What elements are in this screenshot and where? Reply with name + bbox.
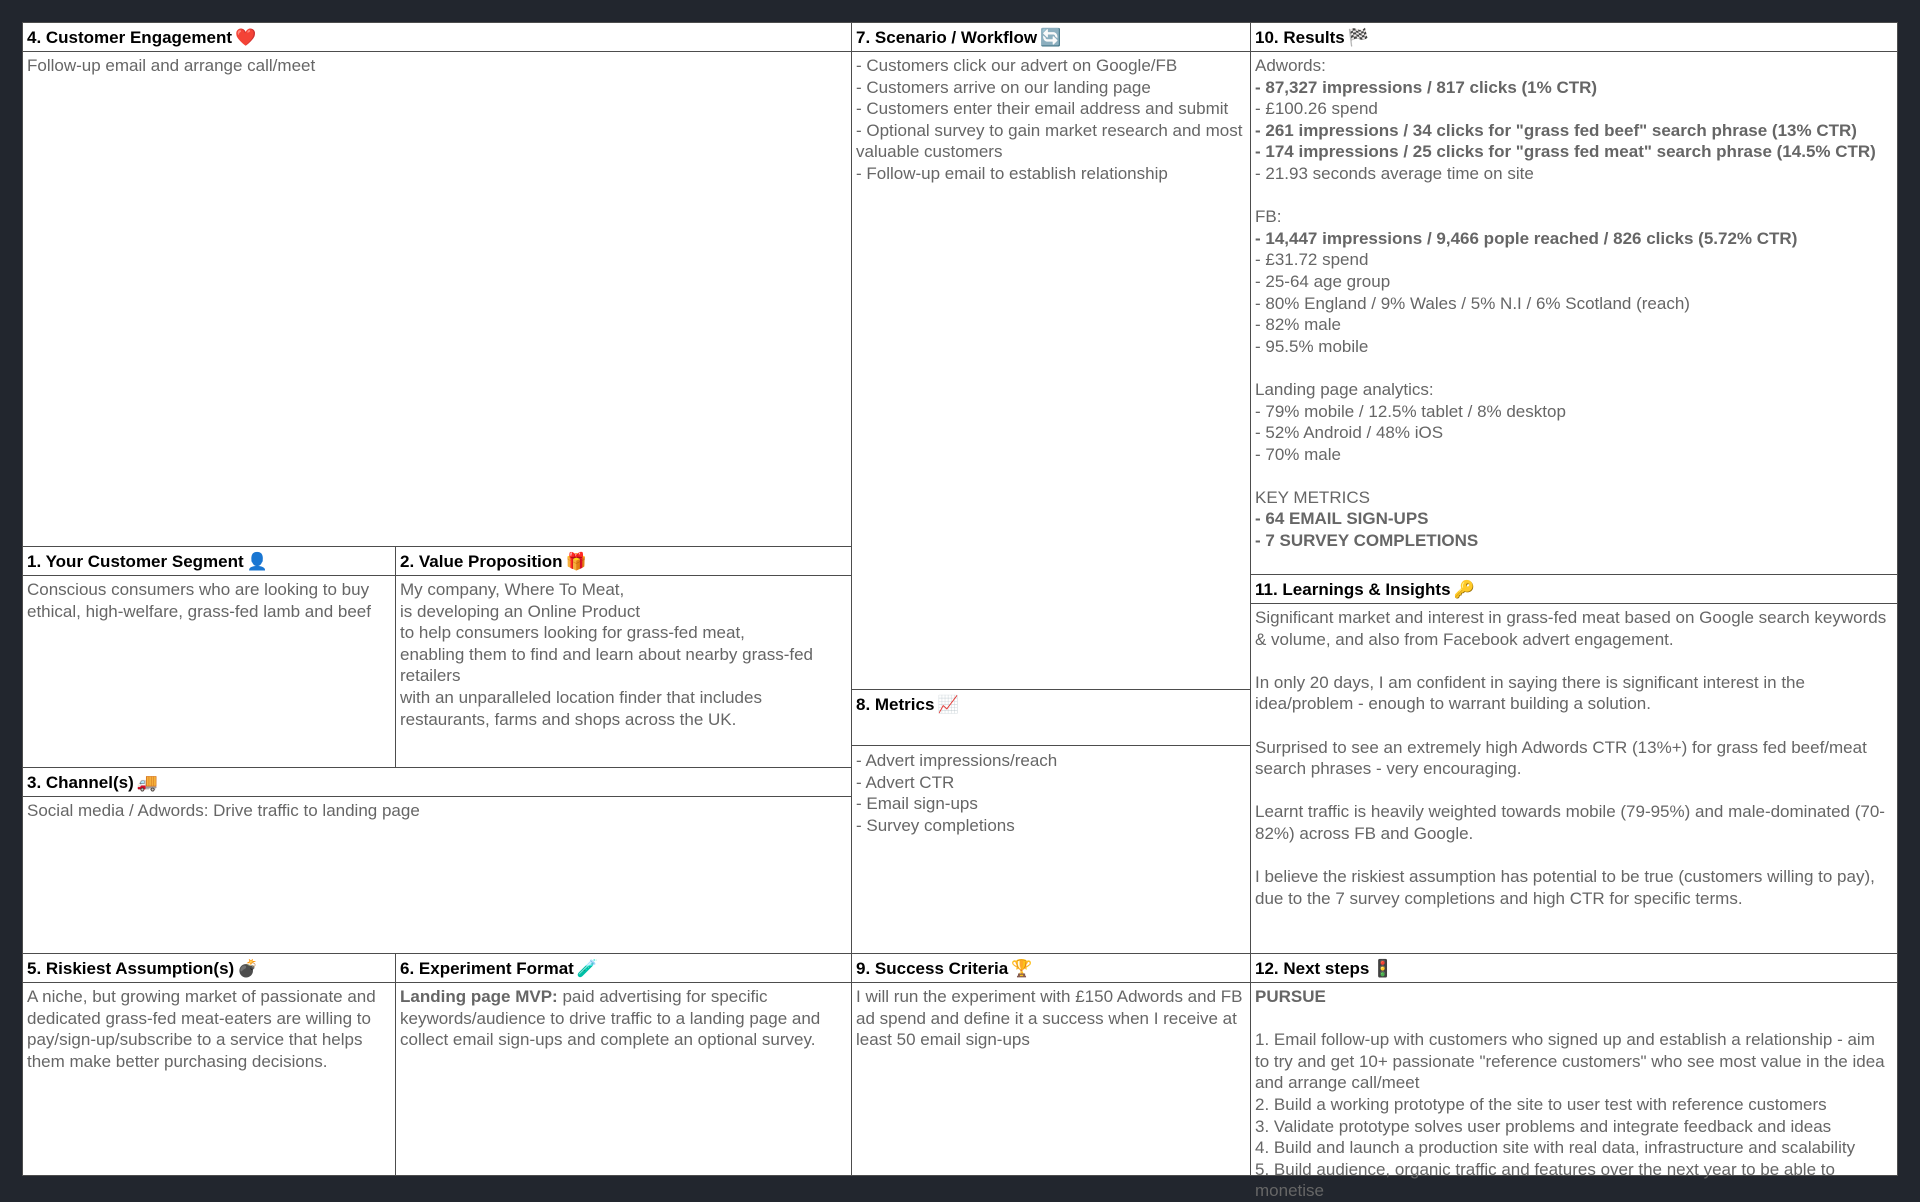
result-line: - 52% Android / 48% iOS [1255,423,1444,443]
cell-body [856,55,1246,185]
cell-body [400,986,847,1051]
spacer [1255,1008,1893,1030]
gift-icon: 🎁 [565,552,587,571]
cell-header [852,23,1250,52]
cell-value-proposition[interactable] [395,546,852,768]
result-line: - 79% mobile / 12.5% tablet / 8% desktop [1255,401,1566,421]
cell-title: 10. Results [1255,28,1345,47]
insight-paragraph: Significant market and interest in grass-fed meat based on Google search keywords & volume, and also from Facebook advert engagement. [1255,608,1891,649]
cell-title: 6. Experiment Format [400,959,574,978]
success-text: I will run the experiment with £150 Adwords and FB ad spend and define it a success when I receive at least 50 email sign-ups [856,987,1248,1050]
channels-text: Social media / Adwords: Drive traffic to landing page [27,801,420,820]
fb-heading: FB: [1255,207,1282,227]
experiment-lead: Landing page MVP: [400,987,558,1006]
customer-segment-text: Conscious consumers who are looking to buy ethical, high-welfare, grass-fed lamb and beef [27,580,374,621]
list-item: 4. Build and launch a production site with real data, infrastructure and scalability [1255,1138,1856,1158]
cell-title: 5. Riskiest Assumption(s) [27,959,235,978]
list-item: - Email sign-ups [856,794,978,814]
riskiest-text: A niche, but growing market of passionate and dedicated grass-fed meat-eaters are willing to pay/sign-up/subscribe to a service that helps them make better purchasing decisions. [27,987,381,1071]
result-line: - 87,327 impressions / 817 clicks (1% CTR) [1255,77,1598,97]
cell-title: 1. Your Customer Segment [27,552,244,571]
insight-paragraph: Learnt traffic is heavily weighted towards mobile (79-95%) and male-dominated (70-82%) across FB and Google. [1255,802,1885,843]
result-line: - £31.72 spend [1255,250,1369,270]
cell-header [23,547,395,576]
insight-paragraph: I believe the riskiest assumption has potential to be true (customers willing to pay), due to the 7 survey completions and high CTR for specific terms. [1255,867,1880,908]
cell-header [396,547,851,576]
cell-body [1255,986,1893,1202]
cycle-arrows-icon: 🔄 [1040,28,1062,47]
cell-header [23,768,851,797]
value-line: My company, Where To Meat, [400,580,625,599]
spacer [1255,650,1893,672]
cell-header [396,954,851,983]
list-item: 5. Build audience, organic traffic and features over the next year to be able to monetise [1255,1159,1840,1201]
spacer [1255,357,1893,379]
experiment-board [22,22,1898,1201]
cell-title: 7. Scenario / Workflow [856,28,1038,47]
cell-header [852,690,1250,746]
value-line: is developing an Online Product [400,601,641,621]
cell-body [856,986,1246,1051]
customer-engagement-text: Follow-up email and arrange call/meet [27,56,316,75]
result-line: - 21.93 seconds average time on site [1255,163,1534,183]
cell-body [856,750,1246,836]
cell-title: 8. Metrics [856,695,935,714]
value-line: enabling them to find and learn about nearby grass-fed retailers [400,644,818,686]
cell-title: 9. Success Criteria [856,959,1009,978]
list-item: - Follow-up email to establish relationship [856,163,1168,183]
experiment-text [400,986,847,1051]
list-item: - Customers enter their email address and submit [856,99,1229,119]
result-line: - £100.26 spend [1255,99,1378,119]
cell-customer-engagement[interactable] [22,22,852,547]
cell-title: 12. Next steps [1255,959,1370,978]
delivery-truck-icon: 🚚 [136,773,158,792]
result-line: - 261 impressions / 34 clicks for "grass fed beef" search phrase (13% CTR) [1255,120,1857,140]
verdict: PURSUE [1255,987,1326,1006]
list-item: - Advert CTR [856,772,955,792]
cell-header [1251,23,1897,52]
spacer [1255,780,1893,802]
value-line: with an unparalleled location finder that includes restaurants, farms and shops across the UK. [400,687,767,729]
cell-header [1251,954,1897,983]
cell-body [27,800,847,822]
heart-icon: ❤️ [235,28,257,47]
spacer [1255,845,1893,867]
cell-next-steps[interactable] [1250,953,1898,1201]
test-tube-icon: 🧪 [576,959,598,978]
list-item: 2. Build a working prototype of the site to user test with reference customers [1255,1094,1827,1114]
cell-success-criteria[interactable] [851,953,1251,1176]
cell-body [400,579,847,730]
experiment-description: paid advertising for specific keywords/audience to drive traffic to a landing page and collect email sign-ups and complete an optional survey. [400,987,825,1050]
cell-body [1255,55,1893,552]
result-line: - 14,447 impressions / 9,466 pople reached / 826 clicks (5.72% CTR) [1255,228,1798,248]
result-line: - 82% male [1255,315,1341,335]
cell-results[interactable] [1250,22,1898,575]
list-item: - Customers arrive on our landing page [856,77,1151,97]
list-item: - Survey completions [856,815,1015,835]
spacer [1255,715,1893,737]
spacer [1255,185,1893,207]
result-line: - 95.5% mobile [1255,336,1369,356]
bomb-icon: 💣 [237,959,259,978]
result-line: - 70% male [1255,444,1341,464]
list-item: 1. Email follow-up with customers who signed up and establish a relationship - aim to try and get 10+ passionate "reference customers" who see most value in the idea and arrange call/meet [1255,1030,1890,1093]
cell-body [27,55,847,77]
adwords-heading: Adwords: [1255,56,1326,75]
cell-scenario-workflow[interactable] [851,22,1251,690]
cell-header [23,954,395,983]
checkered-flag-icon: 🏁 [1347,28,1369,47]
spacer [1255,465,1893,487]
insight-paragraph: In only 20 days, I am confident in saying there is significant interest in the idea/problem - enough to warrant building a solution. [1255,672,1810,714]
cell-title: 2. Value Proposition [400,552,563,571]
cell-body [1255,607,1893,909]
cell-header [23,23,851,52]
list-item: - Advert impressions/reach [856,751,1058,770]
key-metric: - 64 EMAIL SIGN-UPS [1255,509,1429,529]
trophy-icon: 🏆 [1011,959,1033,978]
result-line: - 174 impressions / 25 clicks for "grass fed meat" search phrase (14.5% CTR) [1255,142,1876,162]
list-item: - Customers click our advert on Google/FB [856,56,1178,75]
cell-customer-segment[interactable] [22,546,396,768]
cell-metrics[interactable] [851,689,1251,954]
result-line: - 80% England / 9% Wales / 5% N.I / 6% Scotland (reach) [1255,293,1690,313]
chart-increasing-icon: 📈 [937,695,959,714]
cell-learnings-insights[interactable] [1250,574,1898,954]
result-line: - 25-64 age group [1255,271,1391,291]
key-metric: - 7 SURVEY COMPLETIONS [1255,531,1479,551]
cell-body [27,986,391,1072]
cell-body [27,579,391,622]
insight-paragraph: Surprised to see an extremely high Adwords CTR (13%+) for grass fed beef/meat search phrases - very encouraging. [1255,737,1872,779]
value-line: to help consumers looking for grass-fed meat, [400,623,745,643]
cell-title: 11. Learnings & Insights [1255,580,1451,599]
key-icon: 🔑 [1453,580,1475,599]
cell-channels[interactable] [22,767,852,954]
key-metrics-heading: KEY METRICS [1255,487,1370,507]
list-item: 3. Validate prototype solves user problems and integrate feedback and ideas [1255,1116,1832,1136]
cell-title: 3. Channel(s) [27,773,134,792]
list-item: - Optional survey to gain market research and most valuable customers [856,120,1248,162]
traffic-light-icon: 🚦 [1372,959,1394,978]
cell-riskiest-assumptions[interactable] [22,953,396,1176]
cell-header [852,954,1250,983]
person-icon: 👤 [246,552,268,571]
cell-experiment-format[interactable] [395,953,852,1176]
cell-title: 4. Customer Engagement [27,28,232,47]
landing-heading: Landing page analytics: [1255,379,1434,399]
cell-header [1251,575,1897,604]
